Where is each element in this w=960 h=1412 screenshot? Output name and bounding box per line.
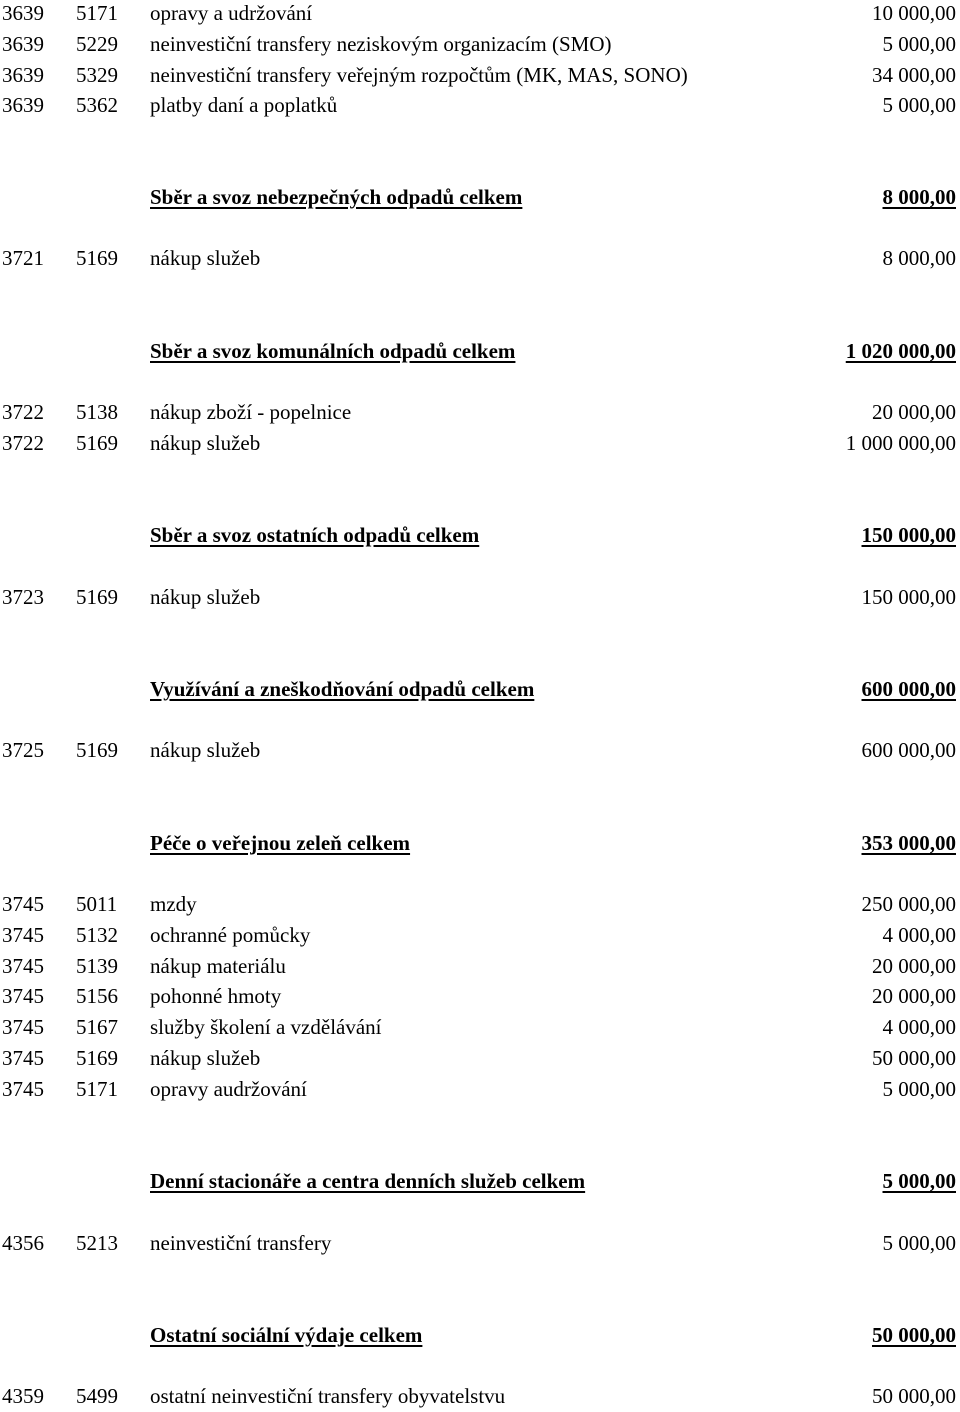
polozka-code: 5362 [76, 93, 118, 117]
paragraf-code: 3721 [2, 246, 44, 270]
subtotal-title: Sběr a svoz ostatních odpadů celkem [150, 523, 480, 547]
item-amount: 5 000,00 [882, 1231, 956, 1255]
polozka-code: 5169 [76, 246, 118, 270]
paragraf-code: 3745 [2, 1077, 44, 1101]
budget-row [0, 889, 960, 920]
item-description: pohonné hmoty [150, 984, 282, 1008]
polozka-code: 5169 [76, 431, 118, 455]
budget-row [0, 0, 960, 29]
item-description: nákup služeb [150, 738, 261, 762]
budget-row [0, 1381, 960, 1412]
budget-row [0, 735, 960, 766]
item-description: ostatní neinvestiční transfery obyvatelstvu [150, 1384, 506, 1408]
budget-row [0, 582, 960, 613]
polozka-code: 5213 [76, 1231, 118, 1255]
subtotal-title: Využívání a zneškodňování odpadů celkem [150, 677, 535, 701]
paragraf-code: 3722 [2, 431, 44, 455]
subtotal-title: Ostatní sociální výdaje celkem [150, 1323, 423, 1347]
budget-row [0, 243, 960, 274]
paragraf-code: 4356 [2, 1231, 44, 1255]
polozka-code: 5171 [76, 1077, 118, 1101]
paragraf-code: 3639 [2, 63, 44, 87]
subtotal-title: Denní stacionáře a centra denních služeb celkem [150, 1169, 586, 1193]
polozka-code: 5011 [76, 892, 118, 916]
subtotal-row [0, 828, 960, 859]
item-amount: 1 000 000,00 [845, 431, 956, 455]
item-description: nákup služeb [150, 431, 261, 455]
paragraf-code: 3722 [2, 400, 44, 424]
item-description: platby daní a poplatků [150, 93, 338, 117]
item-description: nákup služeb [150, 246, 261, 270]
subtotal-amount: 5 000,00 [882, 1169, 956, 1193]
budget-row [0, 951, 960, 982]
budget-row [0, 397, 960, 428]
subtotal-row [0, 1320, 960, 1351]
polozka-code: 5169 [76, 1046, 118, 1070]
budget-row [0, 1043, 960, 1074]
item-description: neinvestiční transfery [150, 1231, 332, 1255]
polozka-code: 5229 [76, 32, 118, 56]
item-description: nákup zboží - popelnice [150, 400, 352, 424]
subtotal-amount: 1 020 000,00 [845, 339, 956, 363]
item-amount: 150 000,00 [861, 585, 956, 609]
paragraf-code: 3745 [2, 954, 44, 978]
paragraf-code: 3745 [2, 892, 44, 916]
subtotal-title: Sběr a svoz komunálních odpadů celkem [150, 339, 516, 363]
paragraf-code: 3639 [2, 1, 44, 25]
item-description: opravy audržování [150, 1077, 307, 1101]
subtotal-row [0, 520, 960, 551]
item-amount: 5 000,00 [882, 93, 956, 117]
budget-row [0, 90, 960, 121]
paragraf-code: 3725 [2, 738, 44, 762]
subtotal-amount: 600 000,00 [861, 677, 956, 701]
item-amount: 34 000,00 [872, 63, 956, 87]
item-amount: 600 000,00 [861, 738, 956, 762]
budget-row [0, 29, 960, 60]
paragraf-code: 3745 [2, 984, 44, 1008]
polozka-code: 5329 [76, 63, 118, 87]
polozka-code: 5169 [76, 585, 118, 609]
polozka-code: 5156 [76, 984, 118, 1008]
polozka-code: 5169 [76, 738, 118, 762]
item-description: neinvestiční transfery neziskovým organizacím (SMO) [150, 32, 612, 56]
item-description: nákup služeb [150, 585, 261, 609]
item-description: nákup služeb [150, 1046, 261, 1070]
item-description: služby školení a vzdělávání [150, 1015, 382, 1039]
budget-row [0, 1228, 960, 1259]
subtotal-title: Péče o veřejnou zeleň celkem [150, 831, 411, 855]
paragraf-code: 4359 [2, 1384, 44, 1408]
item-description: nákup materiálu [150, 954, 286, 978]
item-description: opravy a udržování [150, 1, 313, 25]
item-amount: 4 000,00 [882, 1015, 956, 1039]
budget-row [0, 920, 960, 951]
budget-row [0, 428, 960, 459]
polozka-code: 5167 [76, 1015, 118, 1039]
item-amount: 20 000,00 [872, 400, 956, 424]
polozka-code: 5171 [76, 1, 118, 25]
paragraf-code: 3745 [2, 1046, 44, 1070]
item-amount: 10 000,00 [872, 1, 956, 25]
subtotal-amount: 150 000,00 [861, 523, 956, 547]
polozka-code: 5139 [76, 954, 118, 978]
paragraf-code: 3639 [2, 32, 44, 56]
item-amount: 50 000,00 [872, 1384, 956, 1408]
budget-row [0, 1012, 960, 1043]
paragraf-code: 3745 [2, 923, 44, 947]
budget-row [0, 1074, 960, 1105]
item-description: neinvestiční transfery veřejným rozpočtům (MK, MAS, SONO) [150, 63, 688, 87]
budget-row [0, 981, 960, 1012]
item-description: mzdy [150, 892, 197, 916]
item-amount: 20 000,00 [872, 984, 956, 1008]
subtotal-row [0, 336, 960, 367]
polozka-code: 5499 [76, 1384, 118, 1408]
subtotal-row [0, 182, 960, 213]
item-amount: 250 000,00 [861, 892, 956, 916]
polozka-code: 5132 [76, 923, 118, 947]
item-amount: 4 000,00 [882, 923, 956, 947]
subtotal-title: Sběr a svoz nebezpečných odpadů celkem [150, 185, 523, 209]
paragraf-code: 3639 [2, 93, 44, 117]
item-amount: 5 000,00 [882, 32, 956, 56]
item-amount: 20 000,00 [872, 954, 956, 978]
item-amount: 5 000,00 [882, 1077, 956, 1101]
item-amount: 50 000,00 [872, 1046, 956, 1070]
item-description: ochranné pomůcky [150, 923, 311, 947]
subtotal-row [0, 1166, 960, 1197]
subtotal-amount: 353 000,00 [861, 831, 956, 855]
subtotal-row [0, 674, 960, 705]
polozka-code: 5138 [76, 400, 118, 424]
paragraf-code: 3745 [2, 1015, 44, 1039]
subtotal-amount: 8 000,00 [882, 185, 956, 209]
subtotal-amount: 50 000,00 [872, 1323, 956, 1347]
paragraf-code: 3723 [2, 585, 44, 609]
item-amount: 8 000,00 [882, 246, 956, 270]
budget-row [0, 60, 960, 91]
